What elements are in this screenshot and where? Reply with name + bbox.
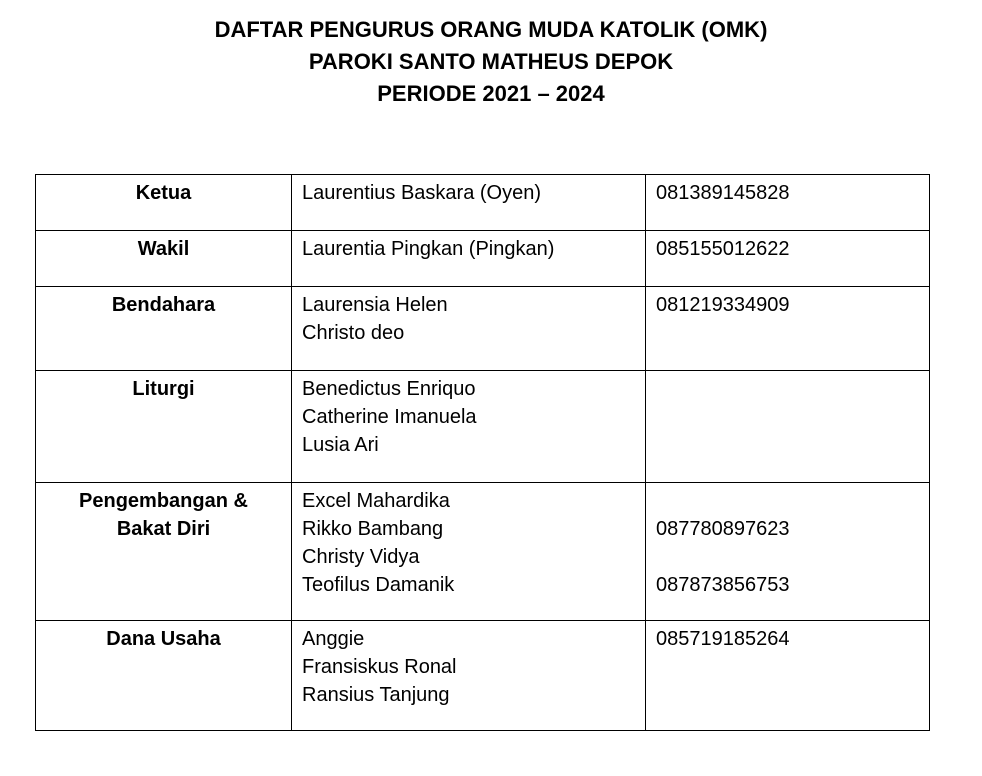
member-name: Christo deo [302,322,405,344]
member-name: Christy Vidya [302,546,420,568]
phone-cell [646,175,930,231]
role-cell [36,371,292,483]
role-label: Bendahara [111,294,216,316]
phone-number: 085155012622 [656,238,790,260]
table-row [36,287,930,371]
names-cell [292,175,646,231]
member-name: Fransiskus Ronal [302,656,457,678]
role-cell [36,175,292,231]
role-cell [36,483,292,621]
role-label: Pengembangan & [79,490,248,512]
table-row [36,483,930,621]
member-name: Benedictus Enriquo [302,378,476,400]
member-name: Rikko Bambang [302,518,444,540]
member-name: Lusia Ari [302,434,379,456]
table-row [36,231,930,287]
period-label: PERIODE 2021 – 2024 [377,81,605,106]
role-label: Dana Usaha [106,628,221,650]
member-name: Anggie [302,628,365,650]
role-cell [36,621,292,731]
names-cell [292,621,646,731]
table-row [36,621,930,731]
member-name: Laurentius Baskara (Oyen) [302,182,542,204]
phone-number: 087873856753 [656,574,790,596]
member-name: Teofilus Damanik [302,574,455,596]
table-row [36,175,930,231]
names-cell [292,287,646,371]
phone-number: 081389145828 [656,182,790,204]
member-name: Laurensia Helen [302,294,448,316]
role-label: Wakil [137,238,190,260]
member-name: Laurentia Pingkan (Pingkan) [302,238,555,260]
names-cell [292,231,646,287]
table-row [36,371,930,483]
phone-number: 081219334909 [656,294,790,316]
role-cell [36,287,292,371]
phone-cell [646,621,930,731]
phone-cell [646,483,930,621]
phone-cell [646,371,930,483]
names-cell [292,371,646,483]
role-label: Liturgi [132,378,195,400]
member-name: Catherine Imanuela [302,406,477,428]
phone-number: 087780897623 [656,518,790,540]
phone-cell [646,231,930,287]
parish-name: PAROKI SANTO MATHEUS DEPOK [308,49,674,74]
role-label: Ketua [135,182,192,204]
committee-table [35,174,930,731]
phone-cell [646,287,930,371]
phone-number [656,543,919,571]
phone-number: 085719185264 [656,628,790,650]
role-label: Bakat Diri [116,518,211,540]
role-cell [36,231,292,287]
document-title: DAFTAR PENGURUS ORANG MUDA KATOLIK (OMK) [214,17,768,42]
member-name: Excel Mahardika [302,490,450,512]
phone-number [656,487,919,515]
document-header [0,14,982,110]
member-name: Ransius Tanjung [302,684,450,706]
names-cell [292,483,646,621]
